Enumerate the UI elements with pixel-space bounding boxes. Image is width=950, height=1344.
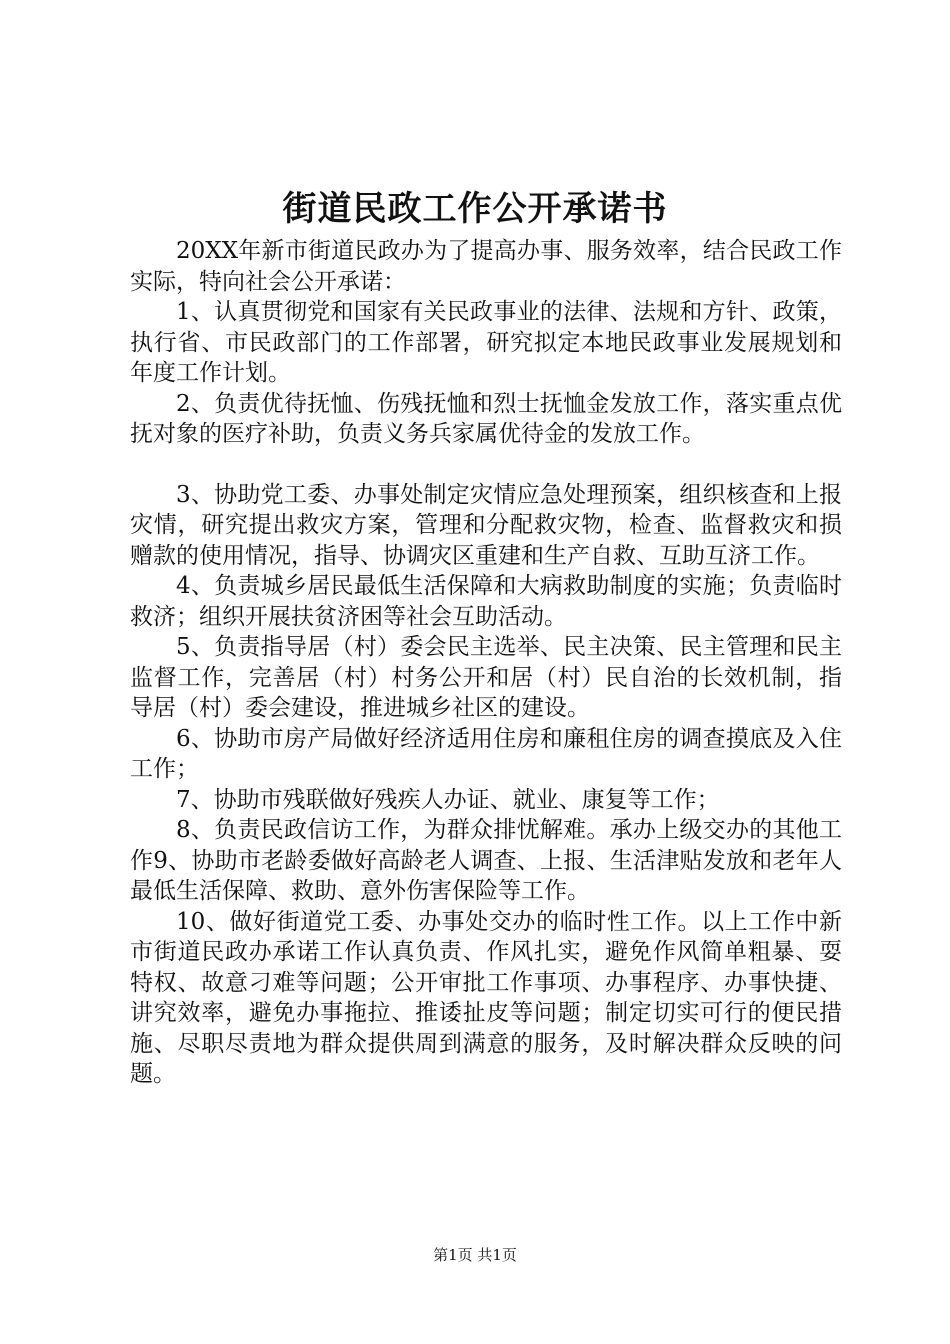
document-title: 街道民政工作公开承诺书 <box>282 189 668 229</box>
paragraph-item-8: 8、负责民政信访工作，为群众排忧解难。承办上级交办的其他工作9、协助市老龄委做好高龄老人调查、上报、生活津贴发放和老年人最低生活保障、救助、意外伤害保险等工作。 <box>130 817 842 904</box>
paragraph-item-7: 7、协助市残联做好残疾人办证、就业、康复等工作； <box>176 786 720 813</box>
paragraph-item-10: 10、做好街道党工委、办事处交办的临时性工作。以上工作中新市街道民政办承诺工作认真负责、作风扎实，避免作风简单粗暴、耍特权、故意刁难等问题；公开审批工作事项、办事程序、办事快捷、讲究效率，避免办事拖拉、推诿扯皮等问题；制定切实可行的便民措施、尽职尽责地为群众提供周到满意的服务，及时解决群众反映的问题。 <box>130 908 842 1087</box>
paragraph-item-3: 3、协助党工委、办事处制定灾情应急处理预案，组织核查和上报灾情，研究提出救灾方案，管理和分配救灾物，检查、监督救灾和损赠款的使用情况，指导、协调灾区重建和生产自救、互助互济工作。 <box>130 481 842 569</box>
paragraph-item-4: 4、负责城乡居民最低生活保障和大病救助制度的实施；负责临时救济；组织开展扶贫济困等社会互助活动。 <box>130 573 842 630</box>
paragraph-item-2: 2、负责优待抚恤、伤残抚恤和烈士抚恤金发放工作，落实重点优抚对象的医疗补助，负责义务兵家属优待金的发放工作。 <box>130 390 842 447</box>
document-body <box>130 236 842 1090</box>
paragraph-intro: 20XX年新市街道民政办为了提高办事、服务效率，结合民政工作实际，特向社会公开承诺： <box>130 238 842 295</box>
paragraph-item-1: 1、认真贯彻党和国家有关民政事业的法律、法规和方针、政策，执行省、市民政部门的工作部署，研究拟定本地民政事业发展规划和年度工作计划。 <box>130 299 842 386</box>
page-number-footer: 第1页 共1页 <box>433 1246 517 1264</box>
paragraph-item-5: 5、负责指导居（村）委会民主选举、民主决策、民主管理和民主监督工作，完善居（村）村务公开和居（村）民自治的长效机制，指导居（村）委会建设，推进城乡社区的建设。 <box>130 634 842 721</box>
paragraph-item-6: 6、协助市房产局做好经济适用住房和廉租住房的调查摸底及入住工作； <box>130 725 842 782</box>
